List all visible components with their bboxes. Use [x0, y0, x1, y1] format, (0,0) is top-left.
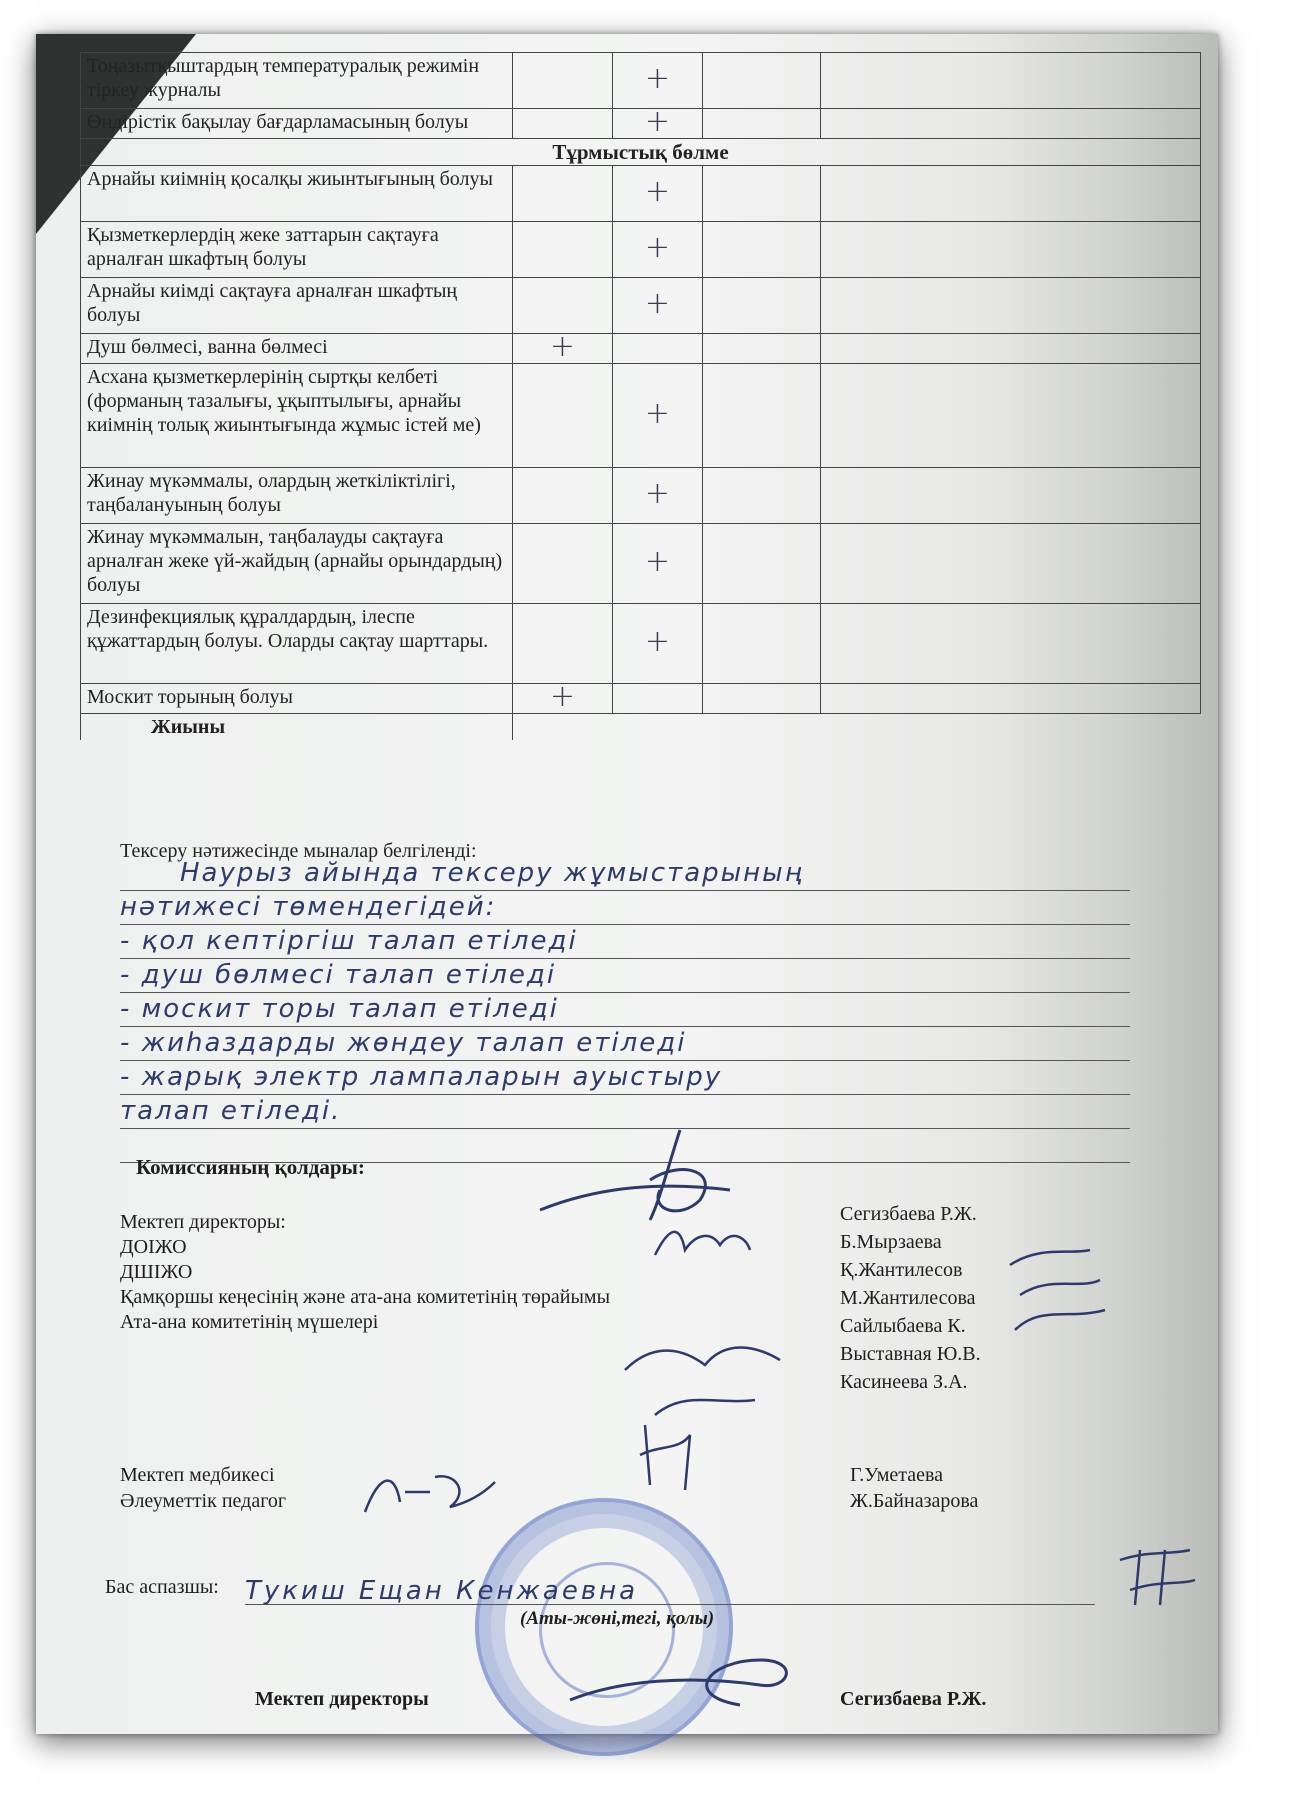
signature-doizho — [650, 1215, 760, 1265]
commission-title: Комиссияның қолдары: — [136, 1155, 365, 1179]
table-row — [81, 334, 1201, 364]
findings-line: нәтижесі төмендегідей: — [120, 891, 1130, 925]
right-names — [840, 1200, 981, 1396]
mark-cell — [613, 334, 703, 364]
signature-chef — [1110, 1540, 1200, 1610]
name-member: Қ.Жантилесов — [840, 1259, 963, 1281]
total-row — [81, 714, 1201, 741]
table-row — [81, 166, 1201, 222]
signature-members-right — [1000, 1235, 1120, 1345]
mark-cell — [513, 109, 613, 139]
signature-director — [530, 1120, 750, 1230]
table-row — [81, 684, 1201, 714]
mark-cell — [513, 364, 613, 468]
role-social-pedagog: Әлеуметтік педагог — [120, 1490, 287, 1512]
mark-cell — [613, 104, 703, 139]
mark-cell — [613, 364, 703, 468]
mark-cell — [703, 684, 821, 714]
table-row — [81, 364, 1201, 468]
name-director: Сегизбаева Р.Ж. — [840, 1203, 977, 1225]
signature-nurse — [630, 1415, 710, 1495]
mark-cell — [703, 222, 821, 278]
mark-cell — [513, 604, 613, 684]
row-label: Дезинфекциялық құралдардың, ілеспе құжаттардың болуы. Оларды сақтау шарттары. — [81, 604, 513, 684]
mark-cell — [703, 364, 821, 468]
check-mark: + — [644, 286, 671, 321]
inspection-table — [80, 52, 1200, 740]
check-mark: + — [549, 679, 576, 714]
chef-row — [105, 1576, 1095, 1606]
row-label: Өндірістік бақылау бағдарламасының болуы — [81, 109, 513, 139]
mark-cell — [703, 278, 821, 334]
findings-line: - жарық электр лампаларын ауыстыру — [120, 1061, 1130, 1095]
name-nurse: Г.Уметаева — [850, 1464, 944, 1486]
table-row — [81, 524, 1201, 604]
signature-social-pedagog — [360, 1462, 500, 1522]
mark-cell — [821, 109, 1201, 139]
check-mark: + — [644, 230, 671, 265]
footer-role: Мектеп директоры — [255, 1688, 429, 1710]
name-member: Касинеева З.А. — [840, 1371, 968, 1393]
findings-line: - қол кептіргіш талап етіледі — [120, 925, 1130, 959]
section-row — [81, 139, 1201, 166]
nurse-roles — [120, 1462, 286, 1514]
section-title: Тұрмыстық бөлме — [81, 139, 1201, 166]
signature-parents — [615, 1320, 795, 1430]
row-label: Арнайы киімнің қосалқы жиынтығының болуы — [81, 166, 513, 222]
row-label: Асхана қызметкерлерінің сыртқы келбеті (форманың тазалығы, ұқыптылығы, арнайы киімнің толық жиынтығында жұмыс істей ме) — [81, 364, 513, 468]
name-member: М.Жантилесова — [840, 1287, 976, 1309]
mark-cell — [513, 53, 613, 109]
check-mark: + — [644, 174, 671, 209]
check-mark: + — [644, 104, 671, 139]
role-director: Мектеп директоры: — [120, 1211, 286, 1233]
name-social-pedagog: Ж.Байназарова — [850, 1490, 979, 1512]
mark-cell — [821, 364, 1201, 468]
check-mark: + — [644, 396, 671, 431]
table-row — [81, 222, 1201, 278]
nurse-names — [850, 1462, 978, 1514]
mark-cell — [821, 222, 1201, 278]
row-label: Қызметкерлердің жеке заттарын сақтауға арналған шкафтың болуы — [81, 222, 513, 278]
mark-cell — [613, 524, 703, 604]
role-nurse: Мектеп медбикесі — [120, 1464, 275, 1486]
check-mark: + — [644, 544, 671, 579]
role-dshizho: ДШІЖО — [120, 1261, 193, 1283]
check-mark: + — [644, 61, 671, 96]
row-label: Москит торының болуы — [81, 684, 513, 714]
mark-cell — [613, 222, 703, 278]
row-label: Жинау мүкәммалы, олардың жеткіліктілігі, таңбалануының болуы — [81, 468, 513, 524]
findings-line: - жиһаздарды жөндеу талап етіледі — [120, 1027, 1130, 1061]
mark-cell — [703, 334, 821, 364]
mark-cell — [513, 524, 613, 604]
mark-cell — [613, 166, 703, 222]
findings-line: Наурыз айында тексеру жұмыстарының — [120, 857, 1130, 891]
mark-cell — [703, 53, 821, 109]
mark-cell — [821, 334, 1201, 364]
findings-section — [120, 840, 1130, 1163]
mark-cell — [821, 166, 1201, 222]
role-board-chair: Қамқоршы кеңесінің және ата-ана комитетінің төрайымы — [120, 1286, 611, 1308]
mark-cell — [513, 679, 613, 714]
row-label: Тоңазытқыштардың температуралық режимін тіркеу журналы — [81, 53, 513, 109]
mark-cell — [513, 222, 613, 278]
row-label: Душ бөлмесі, ванна бөлмесі — [81, 334, 513, 364]
name-member: Сайлыбаева К. — [840, 1315, 966, 1337]
mark-cell — [703, 604, 821, 684]
findings-line: - душ бөлмесі талап етіледі — [120, 959, 1130, 993]
mark-cell — [821, 684, 1201, 714]
table-row — [81, 604, 1201, 684]
mark-cell — [613, 53, 703, 109]
mark-cell — [613, 468, 703, 524]
mark-cell — [513, 329, 613, 364]
row-label: Жинау мүкәммалын, таңбалауды сақтауға арналған жеке үй-жайдың (арнайы орындардың) болуы — [81, 524, 513, 604]
mark-cell — [821, 604, 1201, 684]
mark-cell — [703, 468, 821, 524]
table-row — [81, 278, 1201, 334]
role-doizho: ДОІЖО — [120, 1236, 187, 1258]
chef-name: Тукиш Ещан Кенжаевна — [245, 1576, 1095, 1605]
chef-label: Бас аспазшы: — [105, 1576, 219, 1598]
name-member: Б.Мырзаева — [840, 1231, 942, 1253]
mark-cell — [613, 278, 703, 334]
mark-cell — [513, 278, 613, 334]
table-row — [81, 53, 1201, 109]
check-mark: + — [644, 624, 671, 659]
row-label: Арнайы киімді сақтауға арналған шкафтың болуы — [81, 278, 513, 334]
findings-line: талап етіледі. — [120, 1095, 1130, 1129]
findings-line: - москит торы талап етіледі — [120, 993, 1130, 1027]
table-row — [81, 109, 1201, 139]
mark-cell — [821, 524, 1201, 604]
table-row — [81, 468, 1201, 524]
check-mark: + — [644, 476, 671, 511]
chef-hint: (Аты-жөні,тегі, қолы) — [520, 1608, 715, 1629]
mark-cell — [821, 53, 1201, 109]
mark-cell — [613, 604, 703, 684]
signature-footer-director — [560, 1640, 820, 1720]
mark-cell — [821, 468, 1201, 524]
mark-cell — [513, 468, 613, 524]
findings-label: Тексеру нәтижесінде мыналар белгіленді: — [120, 840, 477, 862]
role-parent-members: Ата-ана комитетінің мүшелері — [120, 1311, 379, 1333]
mark-cell — [703, 166, 821, 222]
mark-cell — [703, 109, 821, 139]
mark-cell — [703, 524, 821, 604]
total-label: Жиыны — [81, 714, 513, 741]
mark-cell — [821, 278, 1201, 334]
mark-cell — [513, 166, 613, 222]
footer-name: Сегизбаева Р.Ж. — [840, 1688, 987, 1710]
check-mark: + — [549, 329, 576, 364]
mark-cell — [613, 684, 703, 714]
name-member: Выставная Ю.В. — [840, 1343, 981, 1365]
